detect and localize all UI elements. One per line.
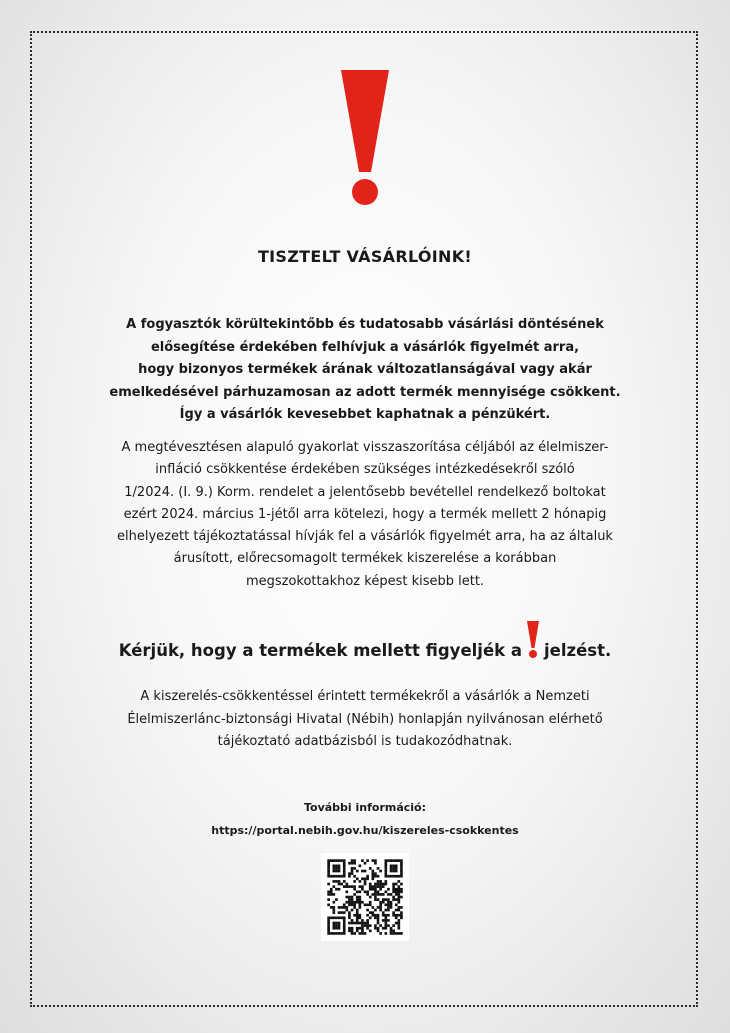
callout-sentence (0, 620, 730, 667)
body-line: árusított, előrecsomagolt termékek kiszerelése a korábban (173, 551, 557, 567)
body-line: tájékoztató adatbázisból is tudakozódhatnak. (217, 734, 513, 749)
body-line: 1/2024. (I. 9.) Korm. rendelet a jelentősebb bevétellel rendelkező boltokat (124, 484, 606, 500)
notice-title: TISZTELT VÁSÁRLÓINK! (257, 247, 473, 266)
body-line: Élelmiszerlánc-biztonsági Hivatal (Nébih) honlapján nyilvánosan elérhető (127, 711, 603, 727)
lead-line: hogy bizonyos termékek árának változatlanságával vagy akár (138, 362, 592, 377)
body-line: megszokottakhoz képest kisebb lett. (245, 573, 485, 589)
callout-text-after: jelzést. (544, 641, 612, 660)
regulation-paragraph (0, 437, 730, 593)
exclamation-mark-icon (526, 620, 540, 667)
more-info-label: További információ: (303, 801, 427, 814)
lead-line: A fogyasztók körültekintőbb és tudatosabb vásárlási döntésének (126, 317, 604, 332)
body-line: A megtévesztésen alapuló gyakorlat visszaszorítása céljából az élelmiszer- (121, 440, 609, 455)
qr-code (321, 853, 409, 941)
body-line: infláció csökkentése érdekében szükséges intézkedésekről szóló (155, 462, 575, 478)
database-paragraph (0, 686, 730, 754)
lead-line: Így a vásárlók kevesebbet kaphatnak a pénzükért. (179, 407, 551, 422)
body-line: ezért 2024. március 1-jétől arra kötelezi, hogy a termék mellett 2 hónapig (123, 506, 607, 522)
more-info-url[interactable]: https://portal.nebih.gov.hu/kiszereles-csokkentes (211, 824, 519, 837)
lead-paragraph (0, 314, 730, 427)
body-line: elhelyezett tájékoztatással hívják fel a vásárlók figyelmét arra, ha az általuk (117, 529, 613, 545)
exclamation-mark-icon (339, 68, 391, 212)
lead-line: elősegítése érdekében felhívjuk a vásárlók figyelmét arra, (150, 339, 580, 355)
body-line: A kiszerelés-csökkentéssel érintett termékekről a vásárlók a Nemzeti (140, 689, 590, 704)
lead-line: emelkedésével párhuzamosan az adott termék mennyisége csökkent. (109, 384, 621, 400)
callout-text-before: Kérjük, hogy a termékek mellett figyeljék a (118, 641, 522, 660)
